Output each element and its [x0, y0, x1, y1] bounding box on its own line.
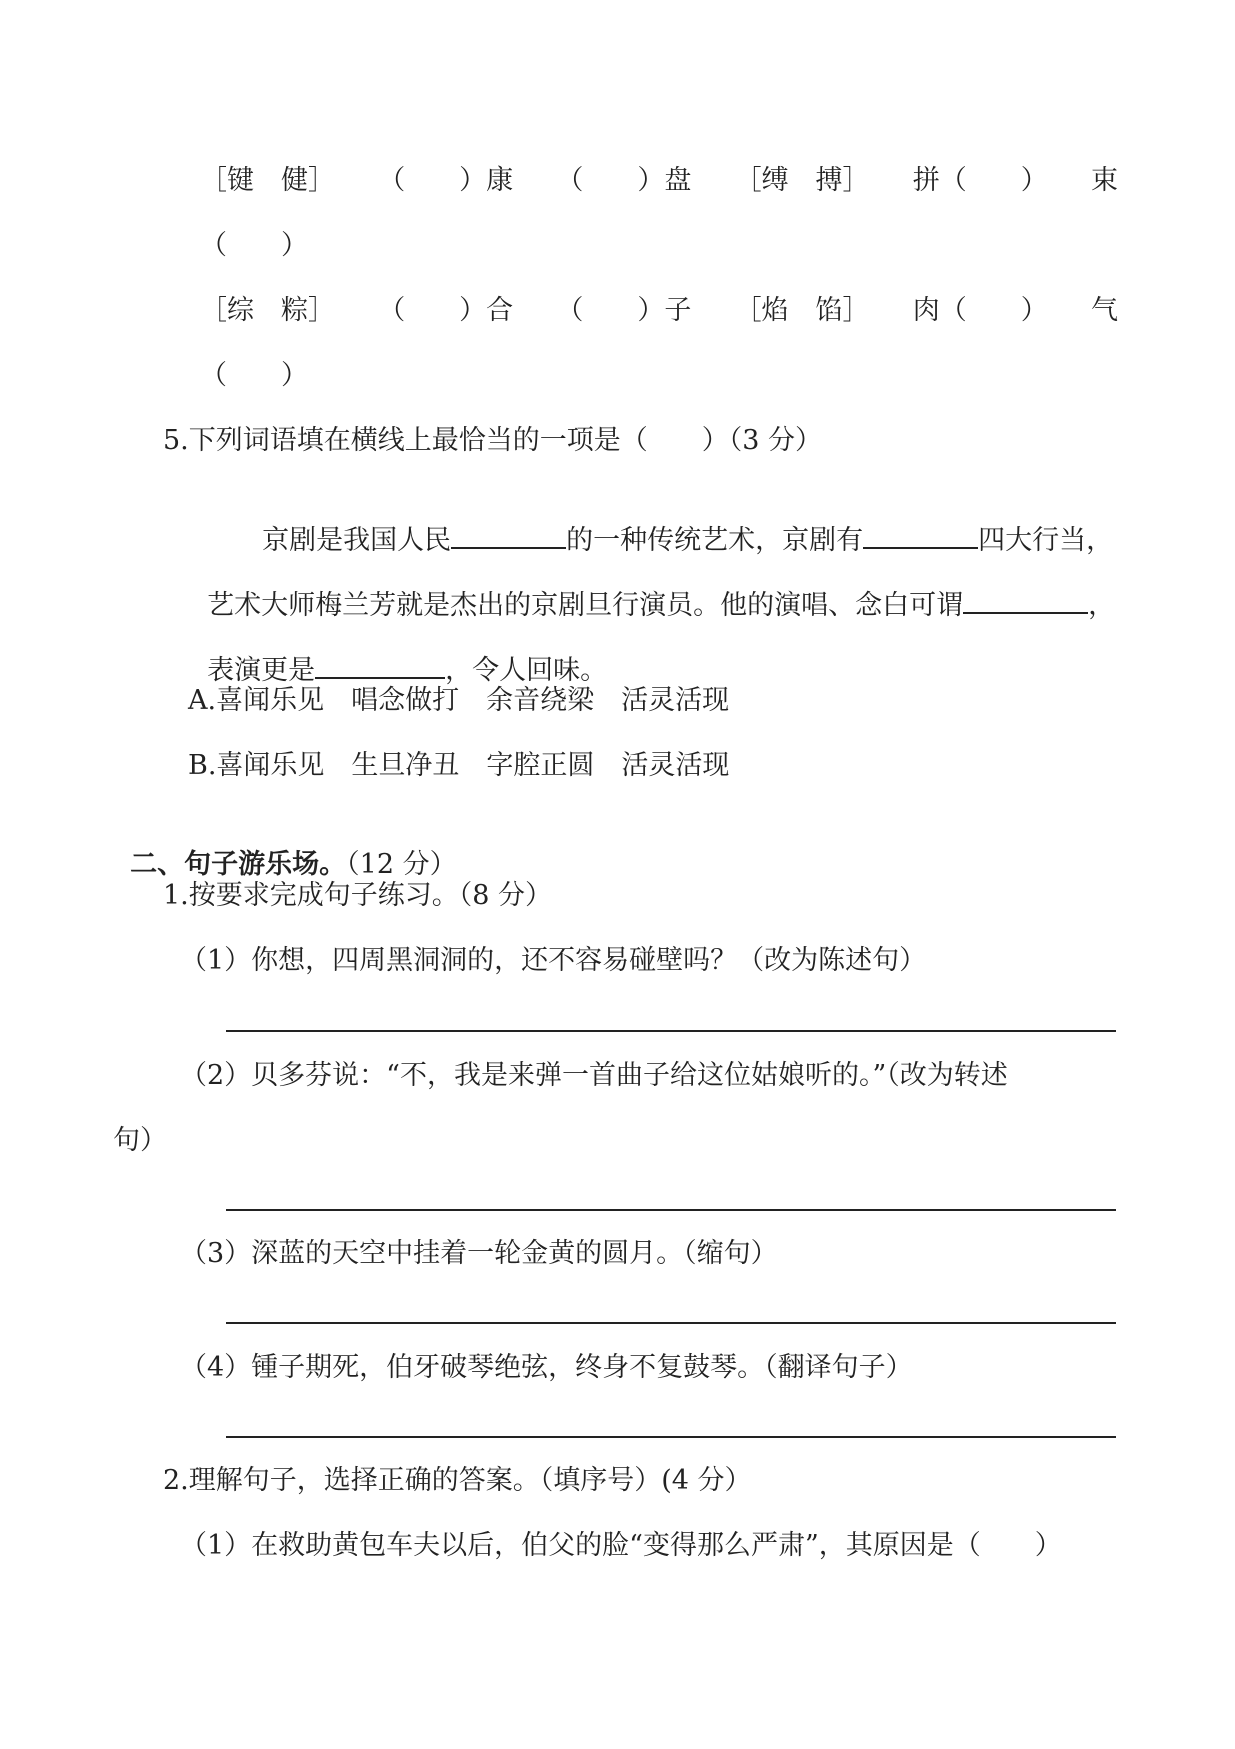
s2q2-item-1: （1）在救助黄包车夫以后，伯父的脸“变得那么严肃”，其原因是（ ） [180, 1530, 1062, 1561]
fill-blank[interactable] [963, 588, 1088, 614]
q5-option-a[interactable]: A.喜闻乐见 唱念做打 余音绕梁 活灵活现 [188, 685, 730, 716]
q5-option-b[interactable]: B.喜闻乐见 生旦净丑 字腔正圆 活灵活现 [188, 750, 730, 781]
section-title: 二、句子游乐场。 [130, 849, 347, 880]
q4-word: （ ）合 [378, 295, 514, 326]
answer-line[interactable] [226, 1030, 1116, 1032]
q4-pair: ［焰 馅］ [734, 295, 870, 326]
q4-pair: ［缚 搏］ [734, 165, 870, 196]
q4-pair: ［综 粽］ [200, 295, 335, 326]
s2q1-item-2-cont: 句） [113, 1125, 167, 1156]
section-2-heading [113, 814, 457, 882]
fill-blank[interactable] [451, 523, 566, 549]
q4-row-1 [200, 164, 1118, 198]
s2q1-item-4: （4）锺子期死，伯牙破琴绝弦，终身不复鼓琴。（翻译句子） [180, 1352, 913, 1383]
q4-row-2 [200, 294, 1118, 328]
q5-text: 四大行当， [978, 525, 1114, 556]
s2q1-item-1: （1）你想，四周黑洞洞的，还不容易碰壁吗？（改为陈述句） [180, 945, 927, 976]
q5-text: ，令人回味。 [445, 655, 608, 686]
q5-paragraph-line-1 [245, 489, 1113, 558]
q4-word: （ ）子 [556, 295, 692, 326]
answer-line[interactable] [226, 1436, 1116, 1438]
s2q1-title: 1.按要求完成句子练习。（8 分） [163, 880, 553, 911]
fill-blank[interactable] [315, 653, 445, 679]
section-score: （12 分） [346, 849, 457, 880]
q4-word: （ ）盘 [556, 165, 692, 196]
q5-text: ， [1088, 590, 1116, 621]
q5-paragraph-line-2 [190, 554, 1115, 623]
q4-row-2-cont: （ ） [200, 360, 308, 391]
q4-word: 肉（ ） [912, 295, 1048, 326]
q5-text: 艺术大师梅兰芳就是杰出的京剧旦行演员。他的演唱、念白可谓 [207, 590, 964, 621]
q4-pair: ［键 健］ [200, 165, 335, 196]
q4-row-1-cont: （ ） [200, 230, 308, 261]
q4-word: 束 [1090, 165, 1118, 196]
q5-title: 5.下列词语填在横线上最恰当的一项是（ ）（3 分） [163, 425, 823, 456]
q4-word: 气 [1090, 295, 1118, 326]
s2q1-item-2: （2）贝多芬说：“不，我是来弹一首曲子给这位姑娘听的。”（改为转述 [180, 1060, 1008, 1091]
s2q2-title: 2.理解句子，选择正确的答案。（填序号）(4 分） [163, 1465, 752, 1496]
answer-line[interactable] [226, 1322, 1116, 1324]
s2q1-item-3: （3）深蓝的天空中挂着一轮金黄的圆月。（缩句） [180, 1238, 778, 1269]
q5-text: 的一种传统艺术，京剧有 [566, 525, 864, 556]
q5-text: 表演更是 [207, 655, 316, 686]
q5-text: 京剧是我国人民 [262, 525, 452, 556]
answer-line[interactable] [226, 1209, 1116, 1211]
fill-blank[interactable] [863, 523, 978, 549]
q5-paragraph-line-3 [190, 619, 607, 688]
q4-word: 拼（ ） [912, 165, 1048, 196]
q4-word: （ ）康 [378, 165, 514, 196]
